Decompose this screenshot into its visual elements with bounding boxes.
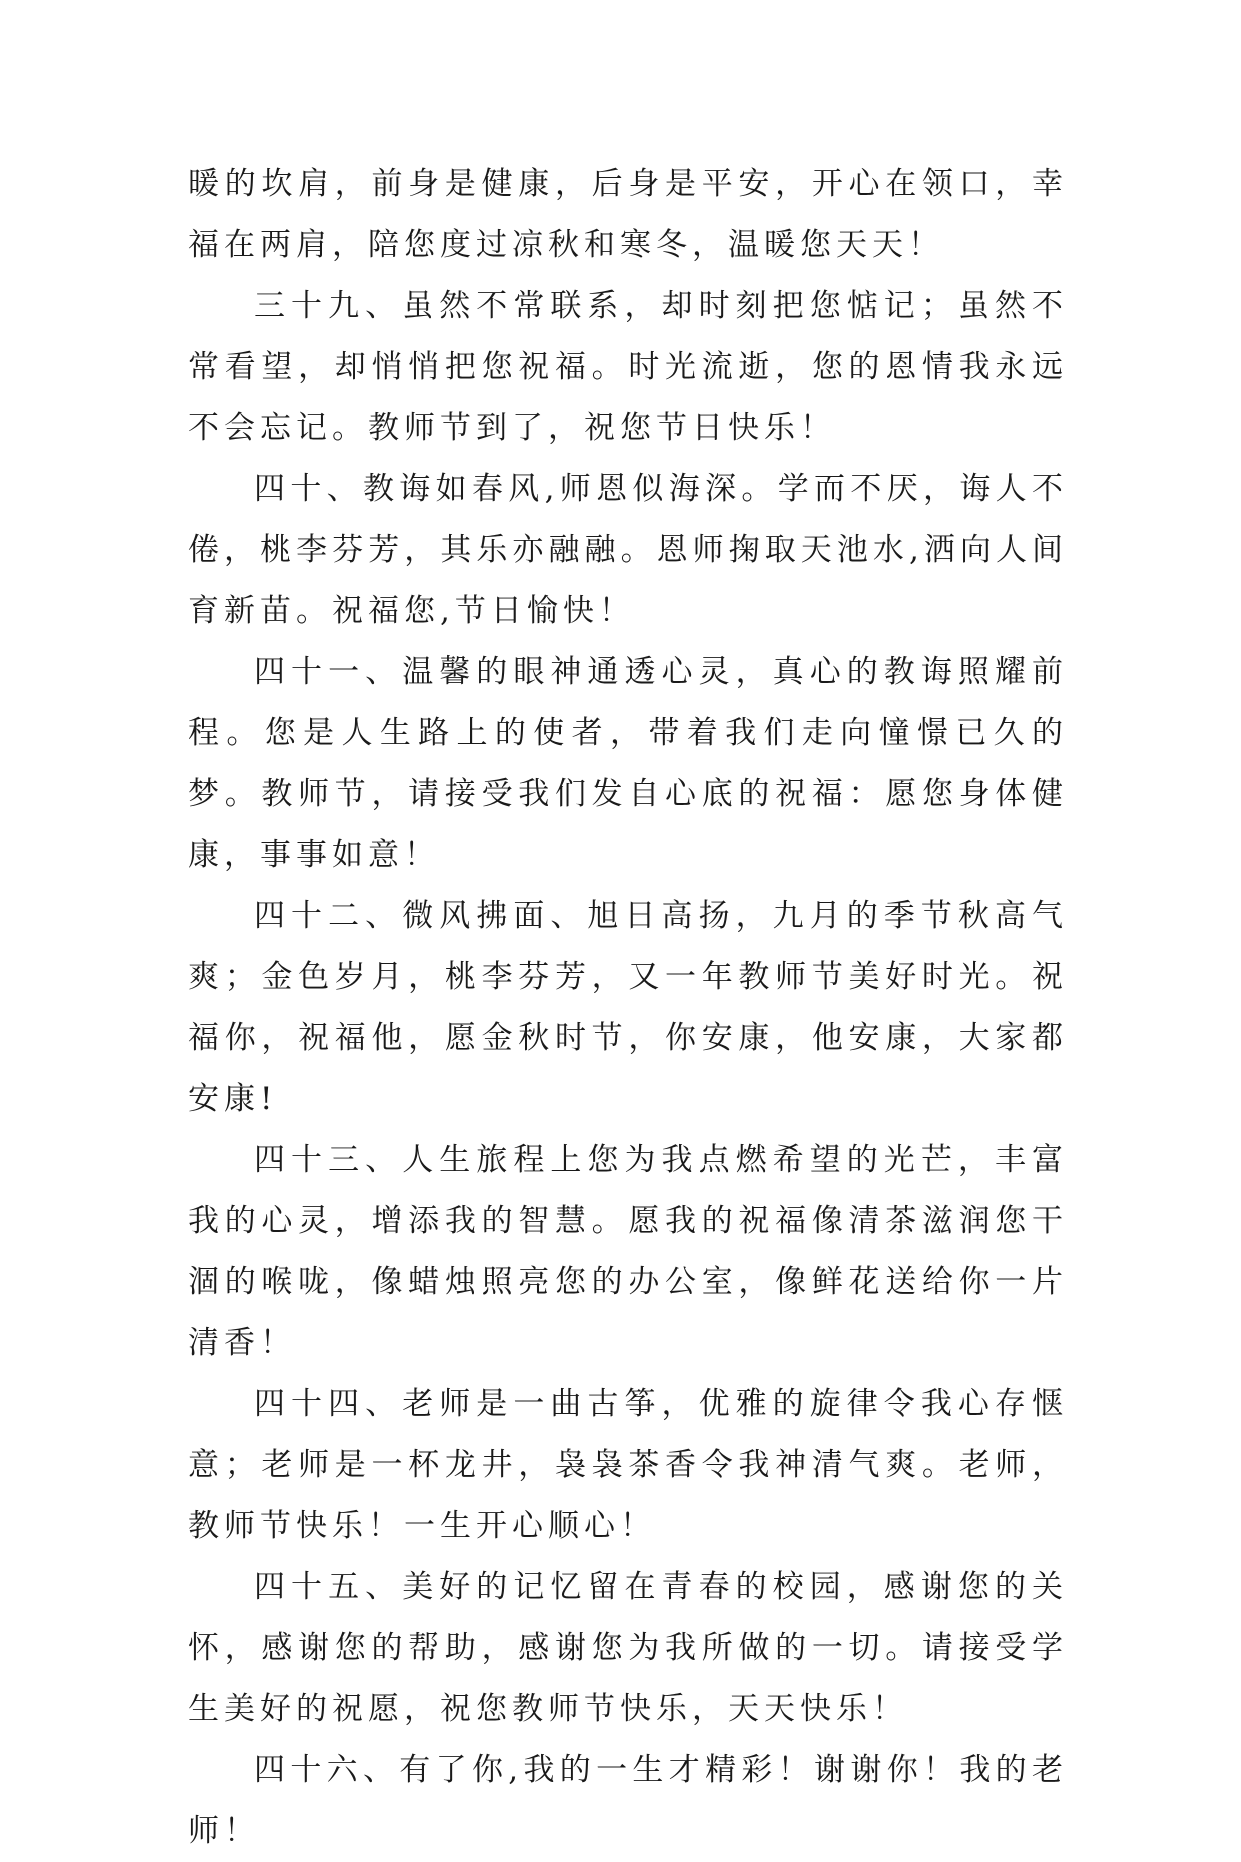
paragraph-41: 四十一、温馨的眼神通透心灵，真心的教诲照耀前程。您是人生路上的使者，带着我们走向憧憬已久的梦。教师节，请接受我们发自心底的祝福：愿您身体健康，事事如意！ — [188, 654, 1068, 873]
paragraph-40: 四十、教诲如春风,师恩似海深。学而不厌，诲人不倦，桃李芬芳，其乐亦融融。恩师掬取天池水,洒向人间育新苗。祝福您,节日愉快！ — [188, 471, 1068, 629]
paragraph-44: 四十四、老师是一曲古筝，优雅的旋律令我心存惬意；老师是一杯龙井，袅袅茶香令我神清气爽。老师，教师节快乐！一生开心顺心！ — [188, 1386, 1068, 1544]
paragraph-continued: 暖的坎肩，前身是健康，后身是平安，开心在领口，幸福在两肩，陪您度过凉秋和寒冬，温暖您天天！ — [188, 166, 1068, 263]
document-body — [188, 154, 1068, 1862]
paragraph-45: 四十五、美好的记忆留在青春的校园，感谢您的关怀，感谢您的帮助，感谢您为我所做的一切。请接受学生美好的祝愿，祝您教师节快乐，天天快乐！ — [188, 1569, 1068, 1727]
paragraph-46: 四十六、有了你,我的一生才精彩！谢谢你！我的老师！ — [188, 1752, 1068, 1849]
paragraph-42: 四十二、微风拂面、旭日高扬，九月的季节秋高气爽；金色岁月，桃李芬芳，又一年教师节美好时光。祝福你，祝福他，愿金秋时节，你安康，他安康，大家都安康! — [188, 898, 1068, 1117]
paragraph-43: 四十三、人生旅程上您为我点燃希望的光芒，丰富我的心灵，增添我的智慧。愿我的祝福像清茶滋润您干涸的喉咙，像蜡烛照亮您的办公室，像鲜花送给你一片清香！ — [188, 1142, 1068, 1361]
paragraph-39: 三十九、虽然不常联系，却时刻把您惦记；虽然不常看望，却悄悄把您祝福。时光流逝，您的恩情我永远不会忘记。教师节到了，祝您节日快乐！ — [188, 288, 1068, 446]
